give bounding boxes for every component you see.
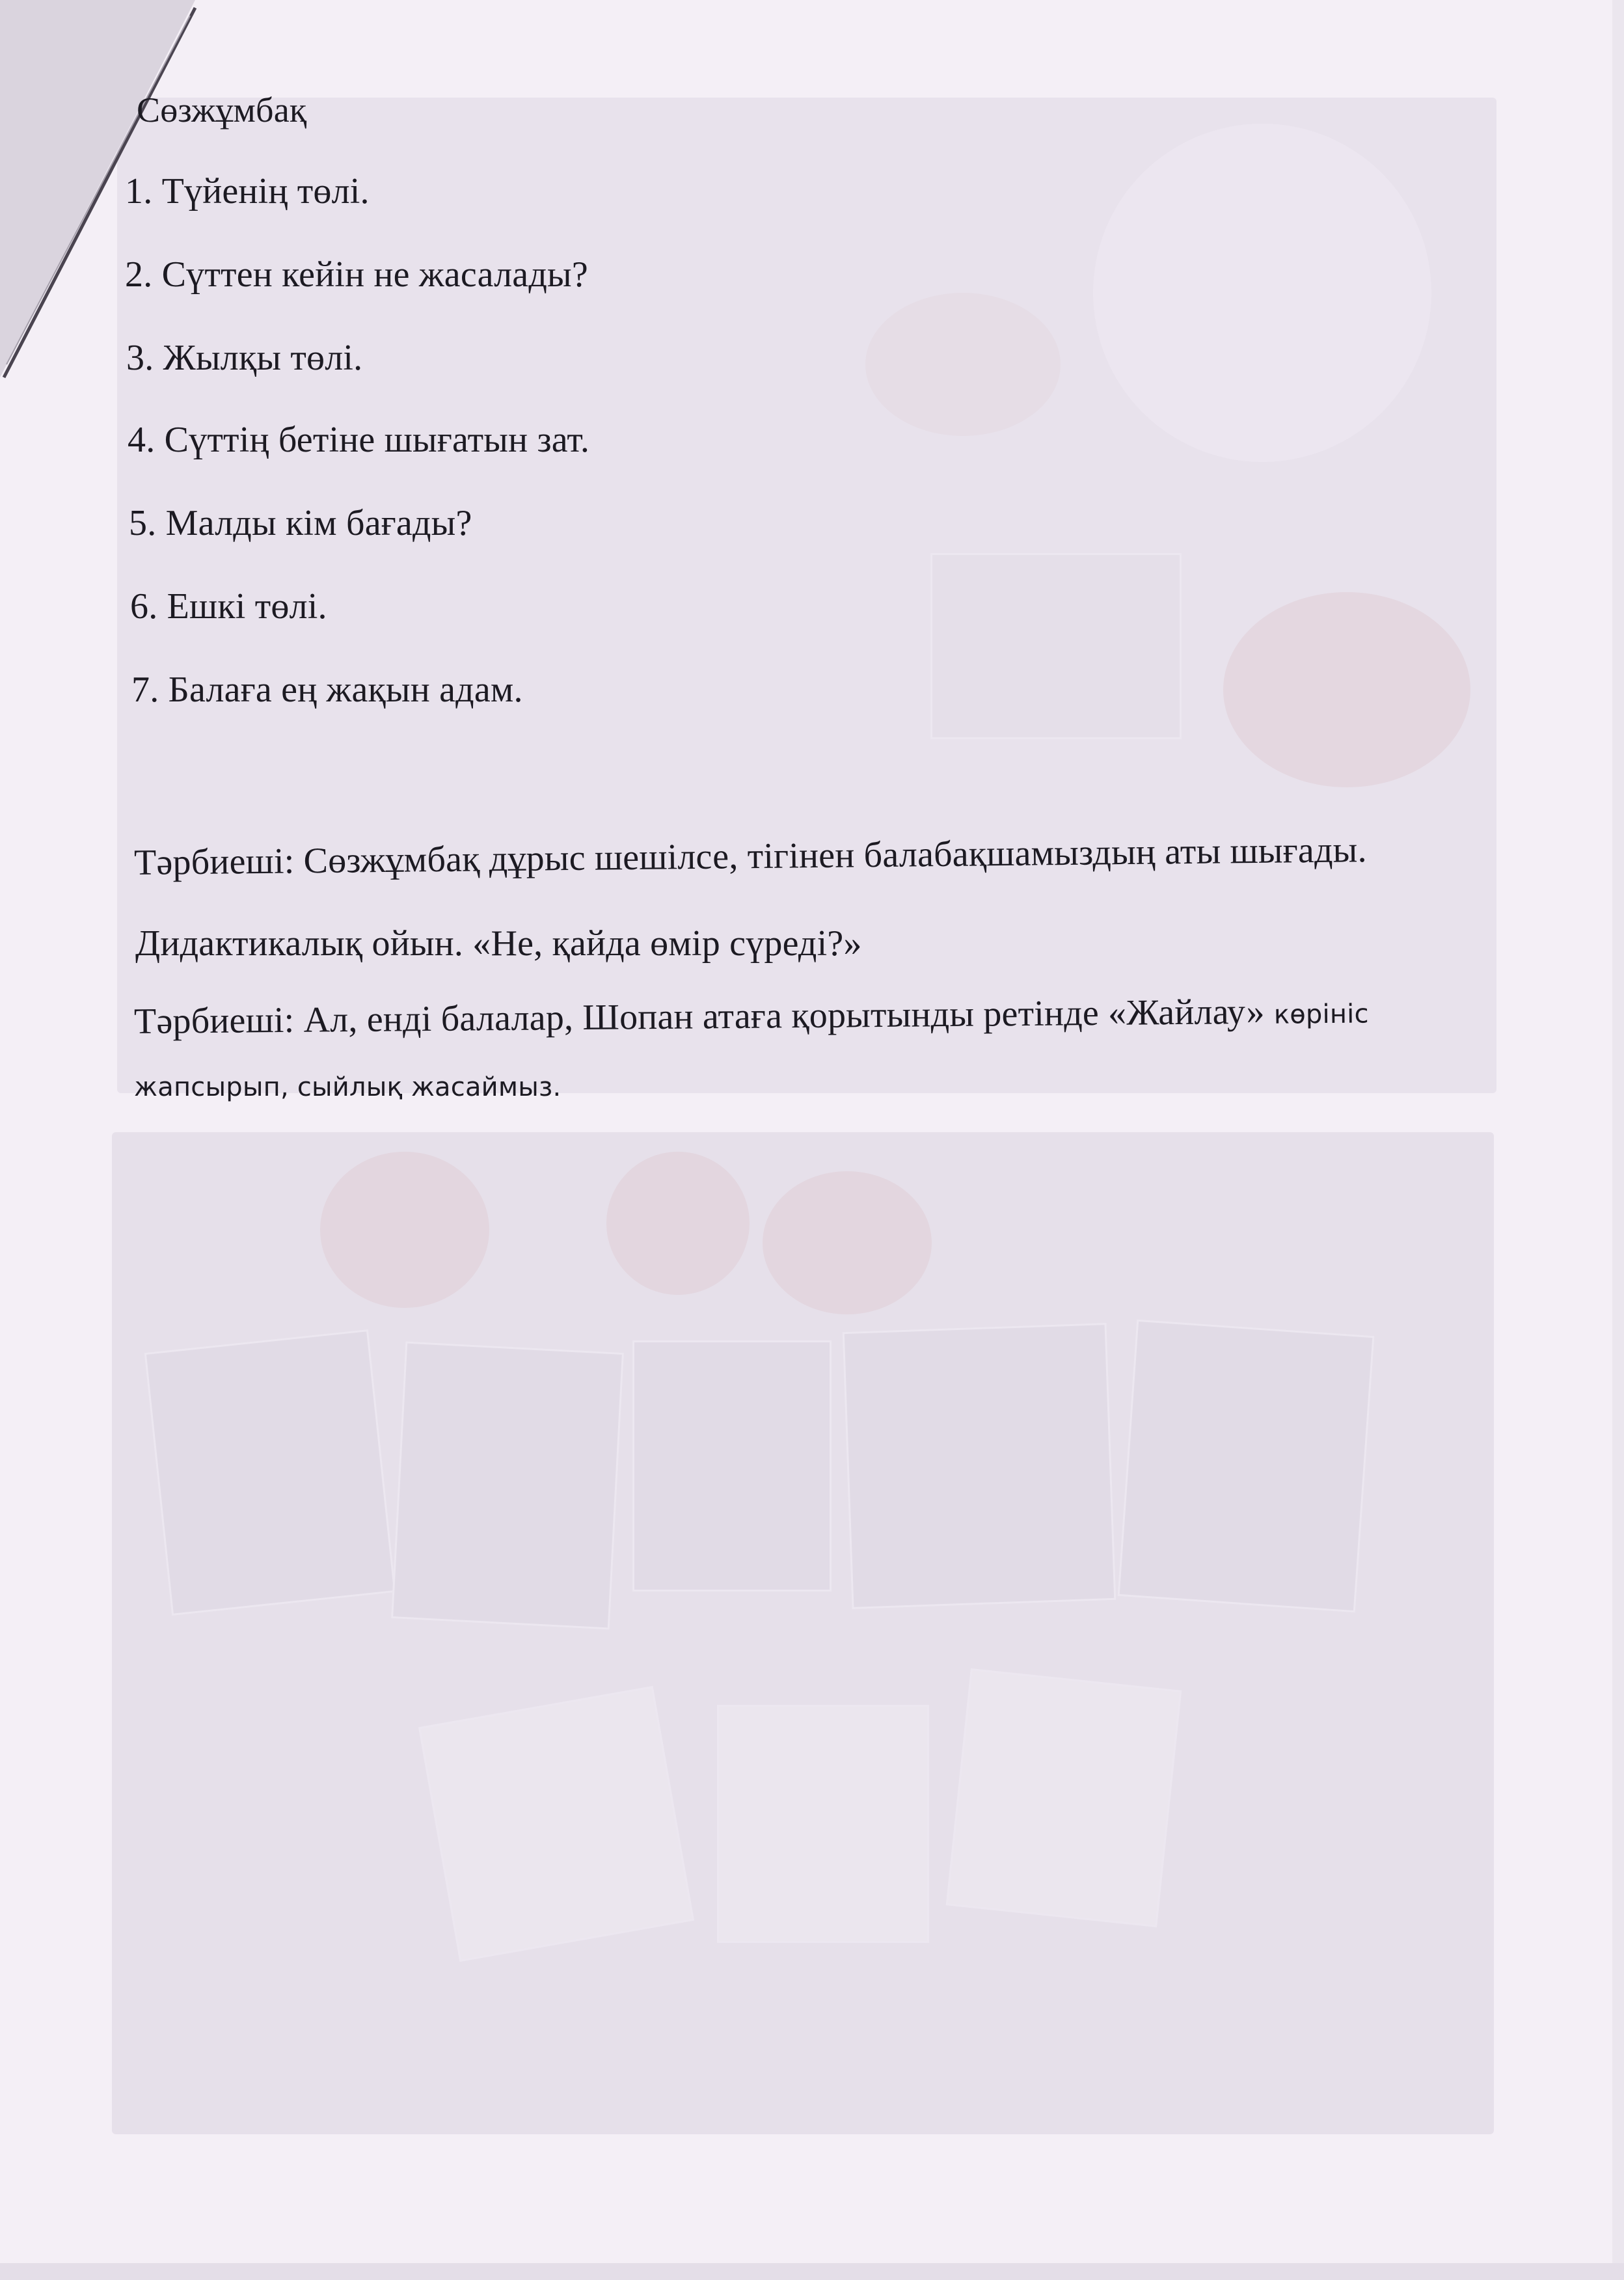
teacher-paragraph-jailau-text-end: көрініс (1273, 999, 1369, 1030)
question-item: 1. Түйенің төлі. (125, 171, 370, 211)
scan-edge-bottom (0, 2263, 1624, 2280)
faded-photo-picture-card (144, 1329, 396, 1616)
crossword-heading: Сөзжұмбақ (137, 90, 307, 129)
question-item: 4. Сүттің бетіне шығатын зат. (128, 420, 590, 460)
question-item: 5. Малды кім бағады? (129, 503, 472, 543)
teacher-paragraph-crossword: Тәрбиеші: Сөзжұмбақ дұрыс шешілсе, тігінен балабақшамыздың аты шығады. (133, 830, 1367, 883)
faded-photo-picture-card (391, 1341, 624, 1629)
didactic-game-title: Дидактикалық ойын. «Не, қайда өмір сүреді?» (135, 923, 862, 964)
teacher-paragraph-jailau-line-2: жапсырып, сыйлық жасаймыз. (134, 1072, 562, 1102)
faded-photo-shape (1223, 592, 1470, 787)
question-item: 6. Ешкі төлі. (130, 586, 327, 627)
question-item: 2. Сүттен кейін не жасалады? (125, 254, 588, 295)
faded-background-photo-bottom (112, 1132, 1494, 2134)
faded-photo-picture-card (946, 1668, 1182, 1927)
faded-photo-shape (865, 293, 1061, 436)
scan-edge-right (1612, 0, 1624, 2280)
faded-photo-flower (763, 1171, 932, 1314)
faded-photo-picture-card (632, 1340, 832, 1592)
faded-photo-shape (1093, 124, 1431, 462)
question-item: 7. Балаға ең жақын адам. (131, 670, 523, 710)
faded-photo-picture-card (843, 1323, 1116, 1609)
faded-photo-picture-card (717, 1705, 929, 1943)
teacher-paragraph-jailau-text: Тәрбиеші: Ал, енді балалар, Шопан атаға қорытынды ретінде «Жайлау» (133, 991, 1265, 1042)
faded-photo-picture-card (418, 1686, 694, 1962)
faded-photo-flower (606, 1152, 750, 1295)
question-item: 3. Жылқы төлі. (126, 338, 363, 378)
faded-photo-picture-card (1118, 1320, 1375, 1612)
faded-photo-shape (930, 553, 1182, 739)
faded-photo-flower (320, 1152, 489, 1308)
